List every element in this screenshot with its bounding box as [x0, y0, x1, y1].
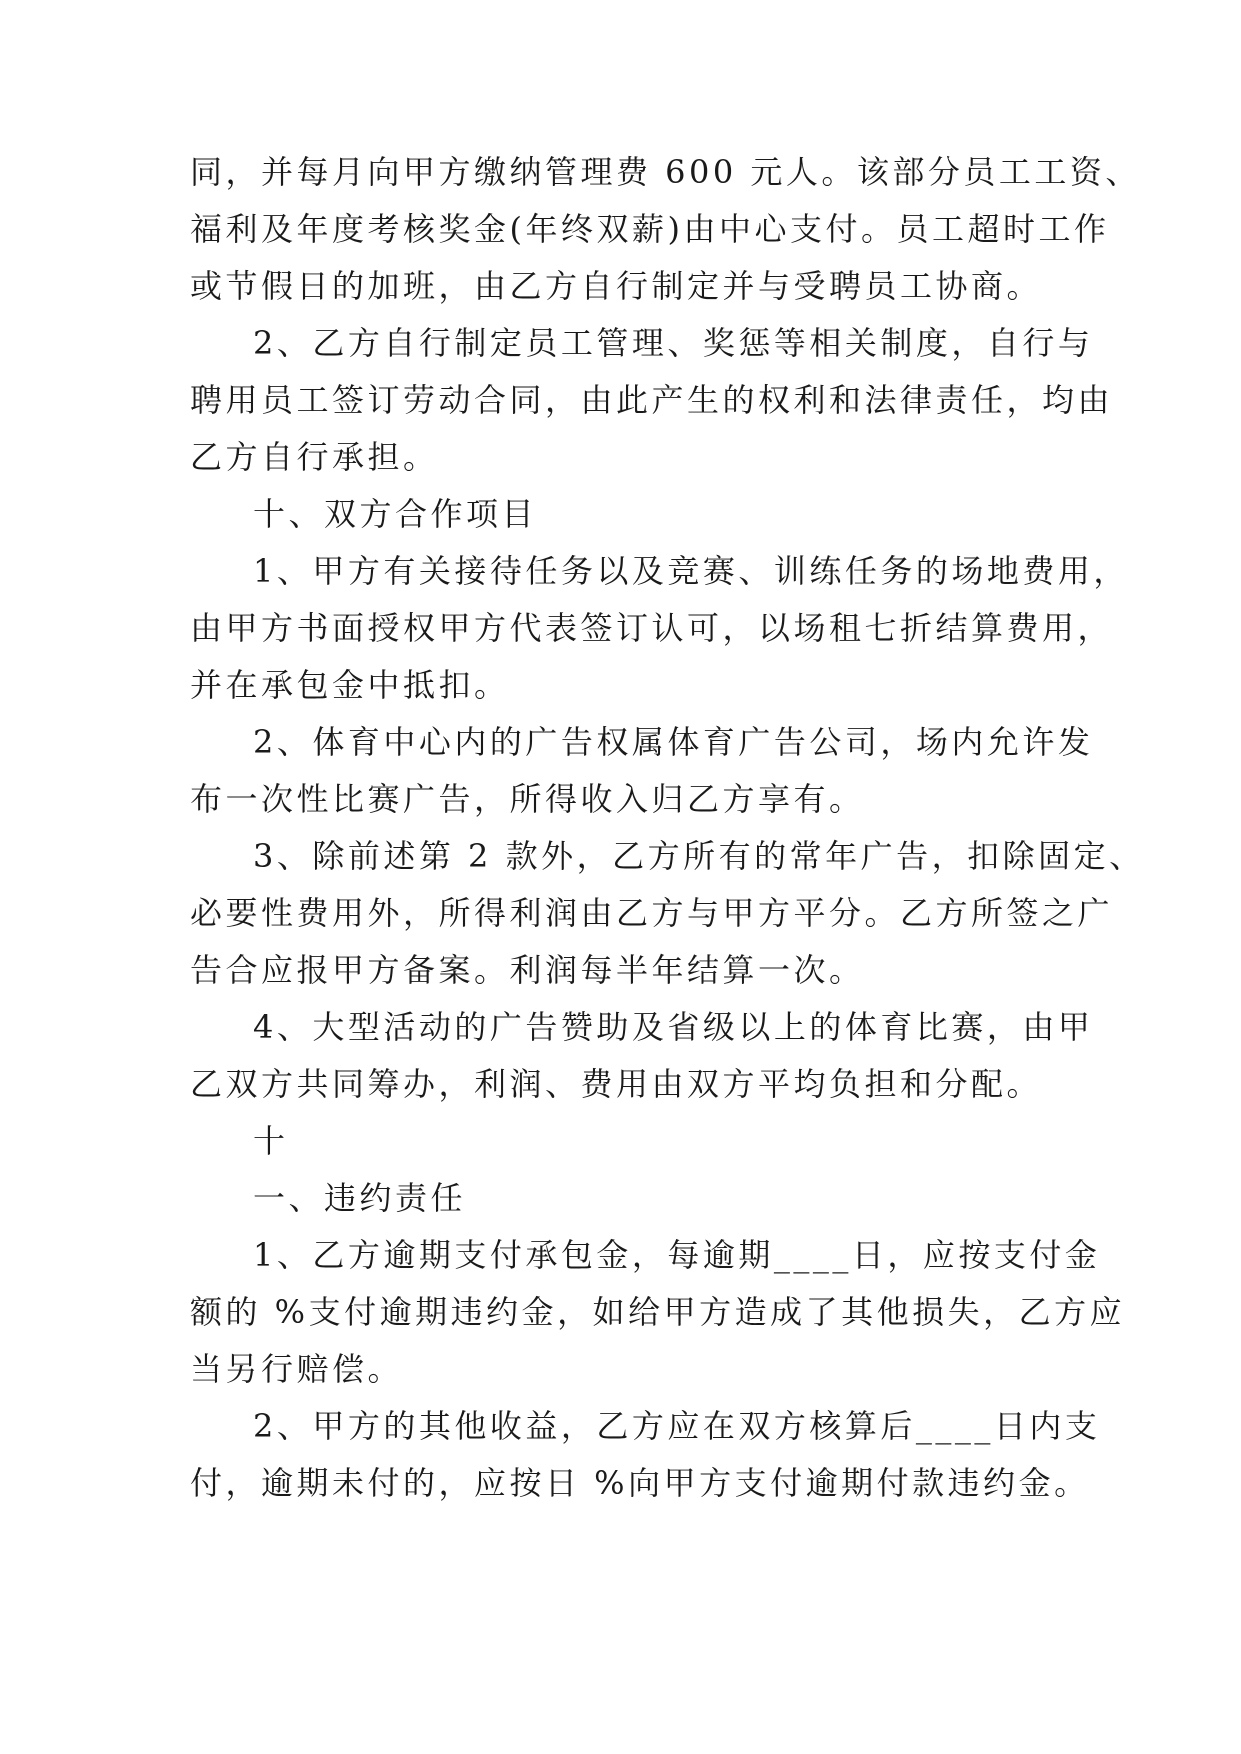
section-heading: 一、违约责任 — [253, 1179, 467, 1217]
text-line: 告合应报甲方备案。利润每半年结算一次。 — [190, 951, 865, 989]
text-line: 1、甲方有关接待任务以及竞赛、训练任务的场地费用， — [253, 552, 1129, 590]
text-line: 同，并每月向甲方缴纳管理费 600 元人。该部分员工工资、 — [190, 153, 1141, 191]
text-line: 付，逾期未付的，应按日 %向甲方支付逾期付款违约金。 — [190, 1464, 1090, 1502]
text-line: 必要性费用外，所得利润由乙方与甲方平分。乙方所签之广 — [190, 894, 1114, 932]
text-line: 聘用员工签订劳动合同，由此产生的权利和法律责任，均由 — [190, 381, 1114, 419]
text-line: 2、乙方自行制定员工管理、奖惩等相关制度，自行与 — [253, 324, 1094, 362]
text-line: 2、甲方的其他收益，乙方应在双方核算后____日内支 — [253, 1407, 1101, 1445]
text-line: 3、除前述第 2 款外，乙方所有的常年广告，扣除固定、 — [253, 837, 1145, 875]
text-line: 当另行赔偿。 — [190, 1350, 404, 1388]
text-line: 2、体育中心内的广告权属体育广告公司，场内允许发 — [253, 723, 1094, 761]
section-heading: 十、双方合作项目 — [253, 495, 538, 533]
text-line: 或节假日的加班，由乙方自行制定并与受聘员工协商。 — [190, 267, 1043, 305]
text-line: 乙方自行承担。 — [190, 438, 439, 476]
text-line: 福利及年度考核奖金(年终双薪)由中心支付。员工超时工作 — [190, 210, 1110, 248]
text-line: 乙双方共同筹办，利润、费用由双方平均负担和分配。 — [190, 1065, 1043, 1103]
text-line: 并在承包金中抵扣。 — [190, 666, 510, 704]
text-line: 1、乙方逾期支付承包金，每逾期____日，应按支付金 — [253, 1236, 1101, 1274]
text-line: 4、大型活动的广告赞助及省级以上的体育比赛，由甲 — [253, 1008, 1094, 1046]
text-line: 由甲方书面授权甲方代表签订认可，以场租七折结算费用， — [190, 609, 1114, 647]
section-heading: 十 — [253, 1122, 289, 1160]
text-line: 布一次性比赛广告，所得收入归乙方享有。 — [190, 780, 865, 818]
text-line: 额的 %支付逾期违约金，如给甲方造成了其他损失，乙方应 — [190, 1293, 1126, 1331]
